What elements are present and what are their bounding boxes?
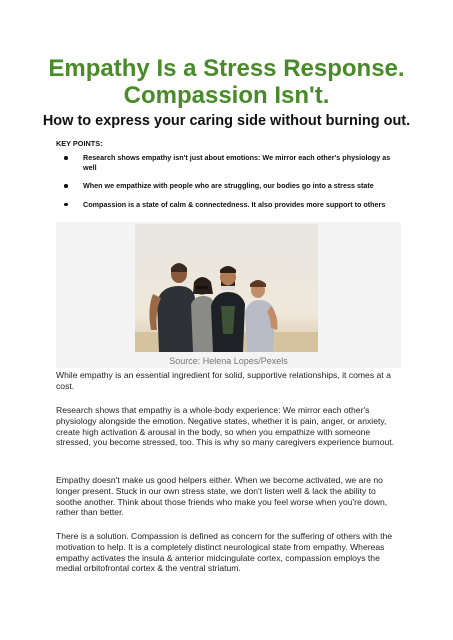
bullet-icon bbox=[64, 203, 68, 207]
body-paragraph: Research shows that empathy is a whole-body experience: We mirror each other's physiology alongside the emotion. Negative states, whether it is pain, anger, or anxiety, create high activation & arousal in the body, so when you empathize with someone stressed, you become stressed, too. This is why so many caregivers experience burnout. bbox=[56, 405, 395, 448]
body-paragraph: While empathy is an essential ingredient for solid, supportive relationships, it comes at a cost. bbox=[56, 370, 391, 391]
body-paragraph: Empathy doesn't make us good helpers either. When we become activated, we are no longer present. Stuck in our own stress state, we don't listen well & lack the ability to soothe another. Think about those friends who make you feel worse when you're down, rather than better. bbox=[56, 475, 388, 518]
key-point-text: Compassion is a state of calm & connectedness. It also provides more support to others bbox=[83, 199, 386, 209]
title-line-2: Compassion Isn't. bbox=[123, 82, 330, 109]
article-subtitle: How to express your caring side without burning out. bbox=[42, 113, 411, 129]
title-line-1: Empathy Is a Stress Response. bbox=[48, 55, 405, 82]
image-caption: Source: Helena Lopes/Pexels bbox=[169, 356, 288, 366]
article-title bbox=[20, 55, 433, 109]
key-point-item bbox=[56, 153, 396, 172]
bullet-icon bbox=[64, 156, 68, 160]
key-points-heading: KEY POINTS: bbox=[56, 139, 103, 148]
key-points-list bbox=[56, 153, 396, 218]
friends-photo bbox=[135, 224, 318, 352]
key-point-item bbox=[56, 200, 396, 210]
bullet-icon bbox=[64, 184, 68, 188]
key-point-item bbox=[56, 181, 396, 191]
key-point-text: Research shows empathy isn't just about emotions: We mirror each other's physiology as well bbox=[83, 153, 391, 172]
key-point-text: When we empathize with people who are struggling, our bodies go into a stress state bbox=[83, 181, 374, 191]
body-paragraph: There is a solution. Compassion is defined as concern for the suffering of others with the motivation to help. It is a completely distinct neurological state from empathy. Whereas empathy activates the insula & anterior midcingulate cortex, compassion employs the medial orbitofrontal cortex & the ventral striatum. bbox=[56, 531, 393, 574]
